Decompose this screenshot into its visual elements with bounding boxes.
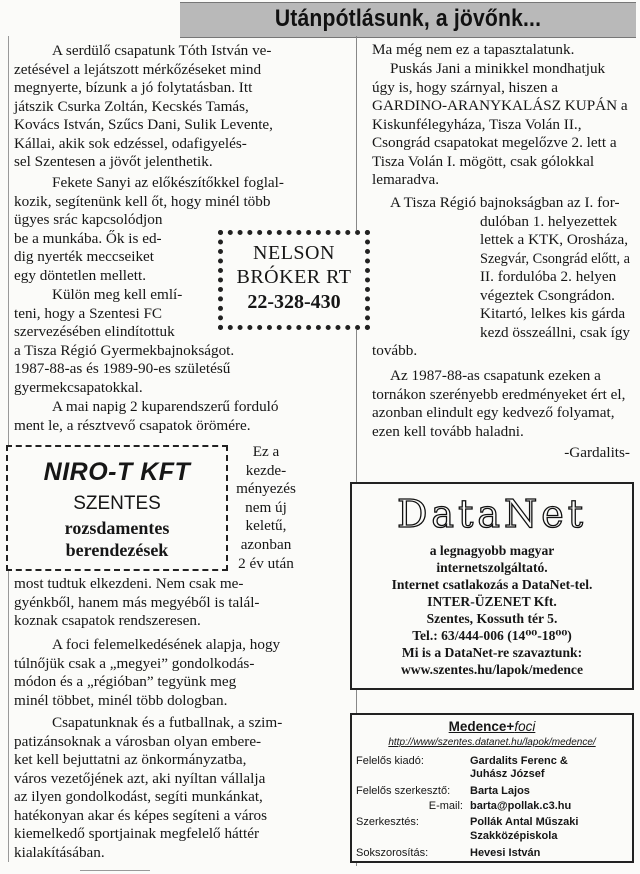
left-paragraph-6 xyxy=(14,636,336,710)
text-line: Puskás Jani a minikkel mondhatjuk xyxy=(390,60,606,77)
text-line: A Tisza Régió bajnokságban az I. for- xyxy=(390,194,620,211)
datanet-line1: a legnagyobb magyar xyxy=(429,543,555,558)
text-line: Fekete Sanyi az előkészítőkkel foglal- xyxy=(52,174,284,191)
text-line: A serdülő csapatunk Tóth István ve- xyxy=(52,42,272,59)
datanet-vote: Mi is a DataNet-re szavaztunk: xyxy=(401,645,583,660)
text-line: kiemelkedő sportjainak megfelelő háttér xyxy=(14,825,260,842)
text-line: gyermekcsapatokkal. xyxy=(14,378,143,396)
right-paragraph-2 xyxy=(372,60,630,190)
niro-line2: berendezések xyxy=(65,540,169,560)
text-line: ményezés xyxy=(236,480,296,498)
text-line: megnyerte, bízunk a jó folytatásban. Itt xyxy=(14,79,253,96)
imprint-box xyxy=(350,713,634,863)
text-line: az ilyen gondolkodást, segíti munkánkat, xyxy=(14,788,263,805)
bottom-rule xyxy=(80,870,150,871)
datanet-url[interactable]: www.szentes.hu/lapok/medence xyxy=(400,662,583,677)
right-paragraph-4 xyxy=(372,367,630,441)
text-line: ket kell bejuttatni az önkormányzatba, xyxy=(14,751,247,768)
text-line: koznak csapatok rendszeresen. xyxy=(14,612,201,629)
text-line: dig nyerték meccseiket xyxy=(14,248,155,265)
text-line: gyénkből, hanem más megyéből is talál- xyxy=(14,593,260,611)
nelson-name: NELSON xyxy=(253,242,335,264)
text-line: zetésével a lejátszott mérkőzéseket mind xyxy=(14,60,262,78)
text-line: ment le, a résztvevő csapatok örömére. xyxy=(14,416,251,434)
text-line: túlnőjük csak a „megyei” gondolkodás- xyxy=(14,654,255,672)
text-line: módon és a „régióban” tegyünk meg xyxy=(14,673,237,690)
text-line: tovább. xyxy=(372,342,418,359)
imprint-label: Felelős szerkesztő: xyxy=(356,785,451,797)
left-paragraph-4 xyxy=(14,398,336,435)
text-line: A mai napig 2 kuparendszerű forduló xyxy=(52,398,279,415)
imprint-value: Szakközépiskola xyxy=(470,830,558,842)
text-line: Kitartó, lelkes kis gárda xyxy=(480,305,626,322)
nelson-phone: 22-328-430 xyxy=(247,291,341,313)
imprint-value: Gardalits Ferenc & xyxy=(470,755,568,767)
text-line: teni, hogy a Szentesi FC xyxy=(14,304,163,322)
text-line: végeztek Csongrádon. xyxy=(480,286,615,304)
imprint-title-main: Medence+ xyxy=(448,719,515,734)
text-line: lettek a KTK, Orosháza, xyxy=(480,231,629,248)
imprint-title-italic: foci xyxy=(514,719,536,734)
headline: Utánpótlásunk, a jövőnk... xyxy=(274,5,542,32)
text-line: kozik, segítenünk kell őt, hogy minél több xyxy=(14,192,271,210)
imprint-value: Juhász József xyxy=(470,768,545,780)
text-line: lemaradva. xyxy=(372,171,440,188)
text-line: keletű, xyxy=(245,517,287,535)
text-line: Külön meg kell emlí- xyxy=(52,286,183,303)
text-line: ezen kell tovább haladni. xyxy=(372,422,524,440)
datanet-line3: Internet csatlakozás a DataNet-tel. xyxy=(391,577,593,592)
left-paragraph-1 xyxy=(14,42,336,172)
datanet-address: Szentes, Kossuth tér 5. xyxy=(426,611,558,626)
datanet-logo: DataNet xyxy=(396,492,588,536)
headline-bar xyxy=(180,2,636,38)
imprint-value: Barta Lajos xyxy=(470,785,530,797)
text-line: tornákon szerényebb eredményeket ért el, xyxy=(372,385,626,403)
imprint-title xyxy=(352,719,632,734)
text-line: most tudtuk elkezdeni. Nem csak me- xyxy=(14,575,244,592)
text-line: minél többet, minél több dologban. xyxy=(14,691,228,709)
author-signature: -Gardalits- xyxy=(564,444,630,461)
text-line: patizánsoknak a városban olyan embere- xyxy=(14,732,262,750)
text-line: 2 év után xyxy=(238,554,294,572)
text-line: ügyes srác kapcsolódjon xyxy=(14,211,163,228)
text-line: Tisza Volán I. mögött, csak gólokkal xyxy=(372,152,595,170)
niro-name: NIRO-T KFT xyxy=(43,458,191,486)
text-line: II. fordulóba 2. helyen xyxy=(480,268,617,285)
text-line: Csongrád csapatokat megelőzve 2. lett a xyxy=(372,134,617,151)
niro-ad xyxy=(6,445,228,571)
text-line: Ez a xyxy=(252,443,280,460)
text-line: hatékonyan akar és képes segíteni a város xyxy=(14,806,268,824)
text-line: Szegvár, Csongrád előtt, a xyxy=(480,249,631,267)
text-line: A foci felemelkedésének alapja, hogy xyxy=(52,636,281,653)
text-line: Csapatunknak és a futballnak, a szim- xyxy=(52,714,283,731)
imprint-label: Szerkesztés: xyxy=(356,816,419,828)
right-paragraph-1 xyxy=(372,41,630,60)
text-line: szervezésében elindítottuk xyxy=(14,323,175,340)
text-line: azonban xyxy=(240,535,292,553)
text-line: Kállai, akik sok edzéssel, odafigyelés- xyxy=(14,134,247,152)
text-line: nem új xyxy=(245,498,287,516)
text-line: kezd összeállni, csak így xyxy=(480,323,630,341)
text-line: Kovács István, Szűcs Dani, Sulik Levente, xyxy=(14,116,273,133)
text-line: úgy is, hogy szárnyal, hiszen a xyxy=(372,78,559,96)
text-line: egy döntetlen mellett. xyxy=(14,266,147,284)
imprint-label: Felelős kiadó: xyxy=(356,755,424,767)
text-line: be a munkába. Ők is ed- xyxy=(14,229,162,247)
text-line: Kiskunfélegyháza, Tisza Volán II., xyxy=(372,115,582,133)
imprint-value: Hevesi István xyxy=(470,847,541,859)
left-paragraph-7 xyxy=(14,714,336,862)
text-line: a Tisza Régió Gyermekbajnokságot. xyxy=(14,341,235,359)
niro-line1: rozsdamentes xyxy=(64,518,170,538)
text-line: GARDINO-ARANYKALÁSZ KUPÁN a xyxy=(372,97,628,114)
imprint-label: Sokszorosítás: xyxy=(356,847,429,859)
text-line: kezde- xyxy=(245,461,287,479)
left-paragraph-5 xyxy=(14,575,336,631)
niro-city: SZENTES xyxy=(73,493,161,514)
text-line: város vezetőjének azt, aki nyíltan vállalja xyxy=(14,769,266,787)
text-line: 1987-88-as és 1989-90-es születésű xyxy=(14,360,231,377)
imprint-label: E-mail: xyxy=(428,800,463,812)
text-line: Ma még nem ez a tapasztalatunk. xyxy=(372,41,575,58)
left-paragraph-5-side xyxy=(236,443,296,573)
nelson-company: BRÓKER RT xyxy=(236,266,352,288)
datanet-ad xyxy=(350,482,634,690)
text-line: sel Szentesen a jövőt jelenthetik. xyxy=(14,153,213,170)
datanet-company: INTER-ÜZENET Kft. xyxy=(427,594,557,609)
text-line: kialakításában. xyxy=(14,843,105,861)
text-line: azonban elindult egy kedvező folyamat, xyxy=(372,404,615,421)
text-line: dulóban 1. helyezettek xyxy=(480,212,618,230)
text-line: Az 1987-88-as csapatunk ezeken a xyxy=(390,367,601,384)
right-paragraph-3 xyxy=(372,194,630,361)
imprint-email[interactable]: barta@pollak.c3.hu xyxy=(470,800,572,812)
nelson-ad xyxy=(218,230,370,330)
imprint-value: Pollák Antal Műszaki xyxy=(470,816,579,828)
text-line: játszik Csurka Zoltán, Kecskés Tamás, xyxy=(14,97,249,115)
datanet-line2: internetszolgáltató. xyxy=(436,560,548,575)
imprint-url[interactable]: http://www/szentes.datanet.hu/lapok/medence/ xyxy=(388,737,596,748)
datanet-phone: Tel.: 63/444-006 (14⁰⁰-18⁰⁰) xyxy=(412,628,572,643)
